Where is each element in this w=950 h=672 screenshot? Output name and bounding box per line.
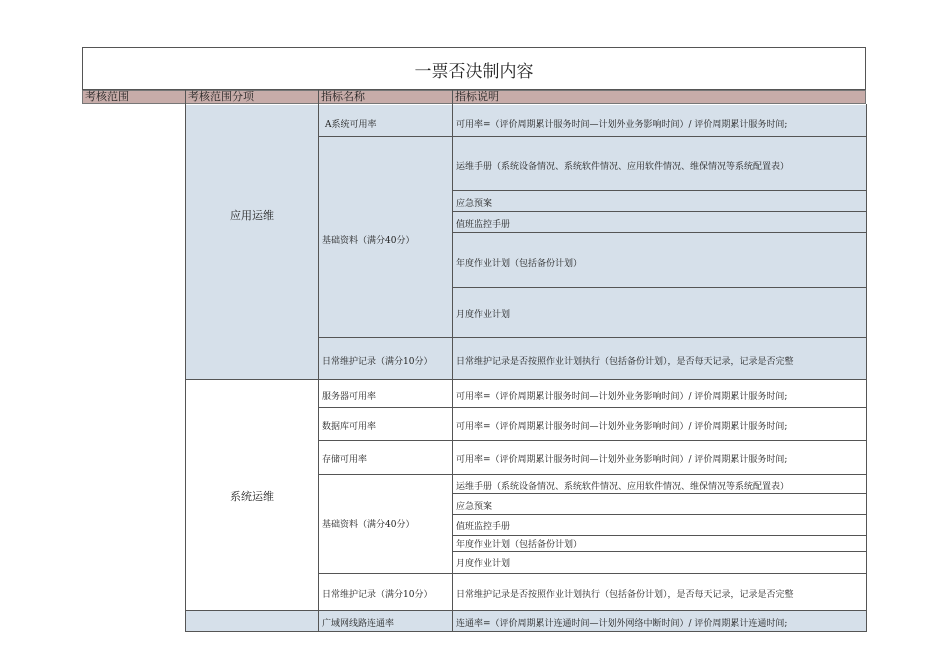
page-title: 一票否决制内容 (414, 62, 534, 82)
grid-line (866, 104, 867, 632)
header-scope: 考核范围 (85, 90, 129, 103)
header-divider (452, 90, 453, 104)
row-divider (452, 211, 867, 212)
indicator-description: 日常维护记录是否按照作业计划执行（包括备份计划），是否每天记录，记录是否完整 (456, 357, 794, 367)
indicator-description: 值班监控手册 (456, 220, 511, 230)
row-divider (452, 190, 867, 191)
grid-line (318, 104, 319, 632)
indicator-description: 可用率=（评价周期累计服务时间—计划外业务影响时间）/ 评价周期累计服务时间; (456, 422, 788, 432)
indicator-description: 连通率=（评价周期累计连通时间—计划外网络中断时间）/ 评价周期累计连通时间; (456, 619, 788, 629)
indicator-name: 广域网线路连通率 (322, 619, 395, 629)
indicator-description: 可用率=（评价周期累计服务时间—计划外业务影响时间）/ 评价周期累计服务时间; (456, 455, 788, 465)
indicator-description: 可用率=（评价周期累计服务时间—计划外业务影响时间）/ 评价周期累计服务时间; (456, 392, 788, 402)
grid-line (185, 104, 186, 632)
indicator-name: 日常维护记录（满分10分） (322, 590, 433, 600)
row-divider (318, 440, 867, 441)
indicator-description: 年度作业计划（包括备份计划） (456, 540, 583, 550)
indicator-description: 日常维护记录是否按照作业计划执行（包括备份计划），是否每天记录，记录是否完整 (456, 590, 794, 600)
row-divider (452, 535, 867, 536)
group-divider (185, 379, 867, 380)
indicator-name: 基础资料（满分40分） (322, 236, 415, 246)
header-indicator-desc: 指标说明 (455, 90, 499, 103)
row-divider (452, 493, 867, 494)
row-divider (452, 514, 867, 515)
indicator-description: 可用率=（评价周期累计服务时间—计划外业务影响时间）/ 评价周期累计服务时间; (456, 120, 788, 130)
indicator-description: 应急预案 (456, 502, 493, 512)
table-bottom (185, 631, 867, 632)
row-divider (318, 136, 867, 137)
indicator-name: 存储可用率 (322, 455, 368, 465)
row-divider (452, 551, 867, 552)
row-divider (452, 287, 867, 288)
row-divider (452, 232, 867, 233)
group-3-background (186, 611, 319, 631)
indicator-name: 服务器可用率 (322, 392, 377, 402)
header-sub-scope: 考核范围分项 (188, 90, 254, 103)
indicator-description: 月度作业计划 (456, 310, 511, 320)
indicator-name: A系统可用率 (325, 120, 377, 130)
group-name: 应用运维 (230, 209, 274, 222)
indicator-name: 日常维护记录（满分10分） (322, 357, 433, 367)
grid-line (452, 104, 453, 632)
row-divider (318, 474, 867, 475)
indicator-description: 月度作业计划 (456, 559, 511, 569)
indicator-description: 值班监控手册 (456, 522, 511, 532)
indicator-name: 基础资料（满分40分） (322, 520, 415, 530)
group-divider (185, 610, 867, 611)
header-indicator-name: 指标名称 (321, 90, 365, 103)
indicator-description: 应急预案 (456, 199, 493, 209)
indicator-name: 数据库可用率 (322, 422, 377, 432)
header-divider (185, 90, 186, 104)
header-divider (318, 90, 319, 104)
row-divider (318, 407, 867, 408)
row-divider (318, 573, 867, 574)
indicator-description: 年度作业计划（包括备份计划） (456, 259, 583, 269)
group-name: 系统运维 (230, 490, 274, 503)
row-divider (318, 337, 867, 338)
indicator-description: 运维手册（系统设备情况、系统软件情况、应用软件情况、维保情况等系统配置表） (456, 162, 790, 172)
table-title-box (82, 47, 866, 90)
indicator-description: 运维手册（系统设备情况、系统软件情况、应用软件情况、维保情况等系统配置表） (456, 482, 790, 492)
